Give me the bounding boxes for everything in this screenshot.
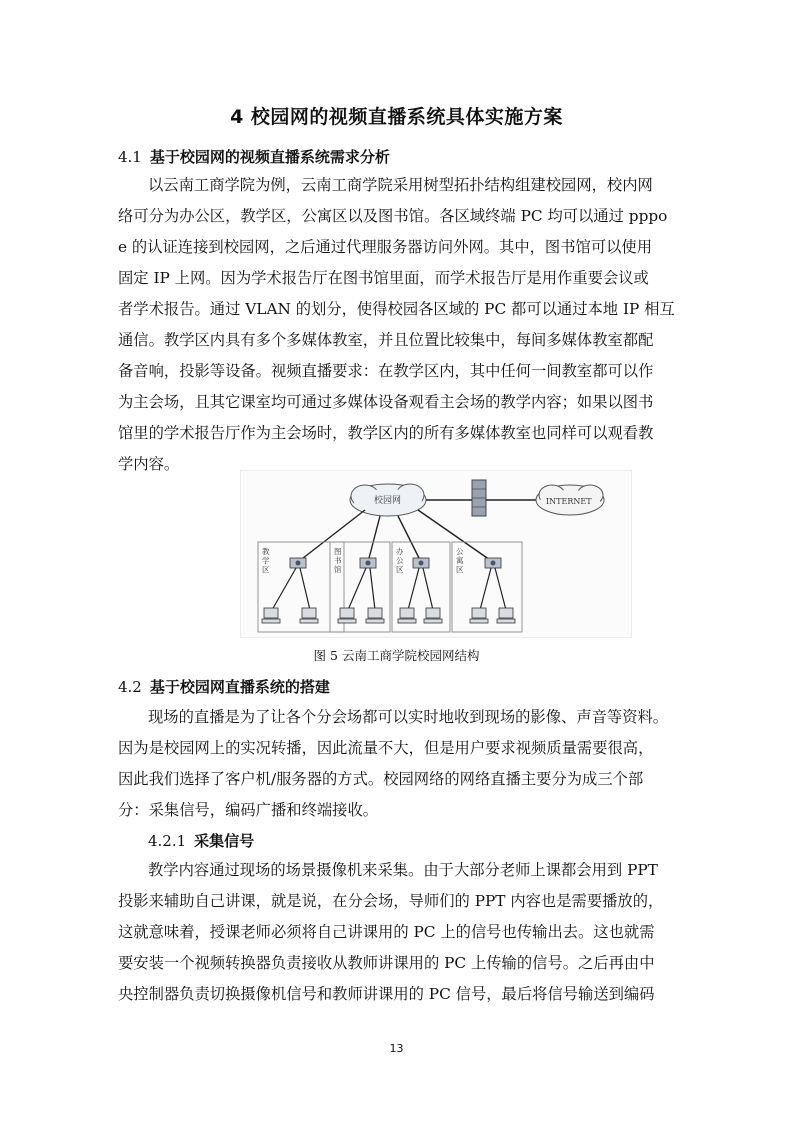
paragraph-line: 备音响，投影等设备。视频直播要求：在教学区内，其中任何一间教室都可以作 [118,362,654,380]
pc-icon [398,608,416,623]
zone-label: 教 [262,547,270,556]
paragraph-line: 投影来辅助自己讲课，就是说，在分会场，导师们的 PPT 内容也是需要播放的， [118,892,664,910]
paragraph-line: 者学术报告。通过 VLAN 的划分，使得校园各区域的 PC 都可以通过本地 IP 相互 [118,300,675,318]
zone-label: 区 [456,565,464,574]
paragraph-line: 要安装一个视频转换器负责接收从教师讲课用的 PC 上传输的信号。之后再由中 [118,954,655,972]
paragraph-line: 馆里的学术报告厅作为主会场时，教学区内的所有多媒体教室也同样可以观看教 [118,424,654,442]
paragraph-line: e 的认证连接到校园网，之后通过代理服务器访问外网。其中，图书馆可以使用 [118,238,653,256]
subsection-heading-4-2-1 [148,830,254,851]
paragraph-line: 以云南工商学院为例，云南工商学院采用树型拓扑结构组建校园网，校内网 [148,176,653,194]
paragraph-line: 分：采集信号，编码广播和终端接收。 [118,801,379,819]
internet-cloud [536,485,604,515]
zone-label: 办 [396,547,404,556]
chapter-title: 4 校园网的视频直播系统具体实施方案 [230,106,563,128]
page-number: 13 [389,1042,404,1055]
paragraph-4-2-1 [118,855,678,1010]
campus-network-label: 校园网 [374,496,402,506]
zone-label: 寓 [456,556,464,565]
paragraph-line: 这就意味着，授课老师必须将自己讲课用的 PC 上的信号也传输出去。这也就需 [118,923,655,941]
paragraph-line: 现场的直播是为了让各个分会场都可以实时地收到现场的影像、声音等资料。 [148,708,669,726]
firewall-icon [472,480,486,516]
switch-icon [485,558,501,568]
pc-icon [497,608,515,623]
paragraph-line: 为主会场，且其它课室均可通过多媒体设备观看主会场的教学内容；如果以图书 [118,393,654,411]
switch-icon [413,558,429,568]
section-title: 基于校园网的视频直播系统需求分析 [149,148,390,166]
section-heading-4-1 [118,146,390,167]
zone-label: 区 [262,565,270,574]
zone-label: 图 [334,547,342,556]
paragraph-line: 央控制器负责切换摄像机信号和教师讲课用的 PC 信号，最后将信号输送到编码 [118,985,655,1003]
network-topology-figure [240,470,632,638]
switch-icon [290,558,306,568]
paragraph-line: 通信。教学区内具有多个多媒体教室，并且位置比较集中，每间多媒体教室都配 [118,331,654,349]
paragraph-4-1 [118,170,678,480]
switch-icon [360,558,376,568]
pc-icon [424,608,442,623]
zone-label: 学 [262,556,270,565]
paragraph-line: 固定 IP 上网。因为学术报告厅在图书馆里面，而学术报告厅是用作重要会议或 [118,269,649,287]
internet-label: INTERNET [546,497,592,506]
zone-label: 区 [396,565,404,574]
pc-icon [262,608,280,623]
pc-icon [366,608,384,623]
section-number: 4.1 [118,148,142,166]
subsection-title: 采集信号 [194,832,255,850]
paragraph-4-2 [118,702,678,826]
figure-caption: 图 5 云南工商学院校园网结构 [313,648,480,663]
pc-icon [338,608,356,623]
zone-label: 书 [334,556,342,565]
paragraph-line: 教学内容通过现场的场景摄像机来采集。由于大部分老师上课都会用到 PPT [148,861,658,879]
paragraph-line: 因此我们选择了客户机/服务器的方式。校园网络的网络直播主要分为成三个部 [118,770,644,788]
campus-network-cloud [350,484,426,516]
section-heading-4-2 [118,676,330,697]
paragraph-line: 学内容。 [118,455,180,473]
pc-icon [300,608,318,623]
paragraph-line: 因为是校园网上的实况转播，因此流量不大，但是用户要求视频质量需要很高， [118,739,654,757]
zone-label: 公 [396,556,404,565]
section-number: 4.2 [118,678,142,696]
section-title: 基于校园网直播系统的搭建 [149,678,330,696]
zone-label: 公 [456,547,464,556]
pc-icon [470,608,488,623]
subsection-number: 4.2.1 [148,832,187,850]
zone-label: 馆 [334,565,342,574]
paragraph-line: 络可分为办公区，教学区，公寓区以及图书馆。各区域终端 PC 均可以通过 pppo [118,207,668,225]
